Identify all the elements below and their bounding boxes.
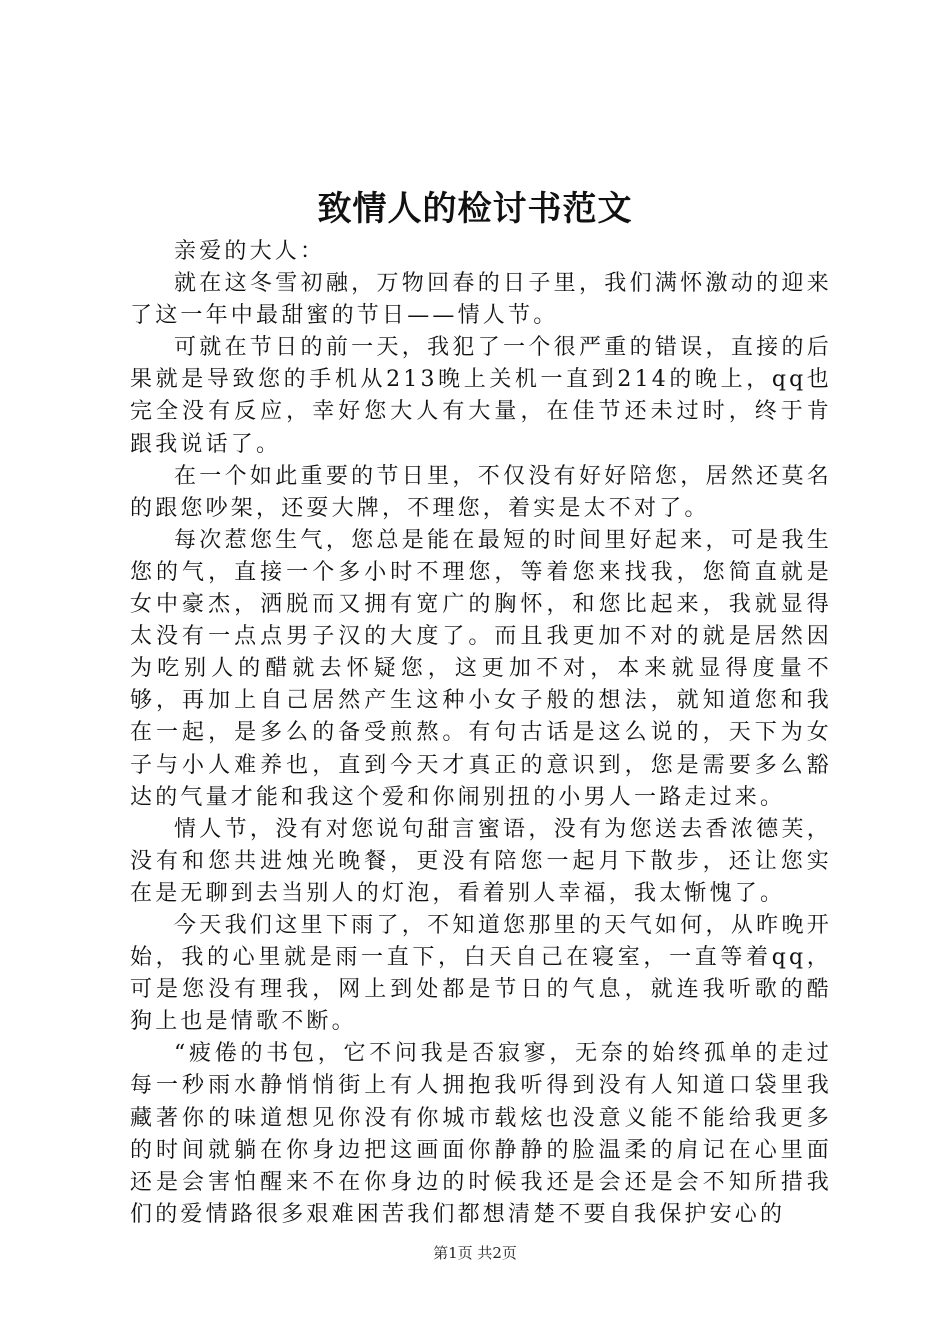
paragraph: 情人节，没有对您说句甜言蜜语，没有为您送去香浓德芙，没有和您共进烛光晚餐，更没有陪您一起月下散步，还让您实在是无聊到去当别人的灯泡，看着别人幸福，我太惭愧了。 <box>130 816 832 906</box>
paragraph: “疲倦的书包，它不问我是否寂寥，无奈的始终孤单的走过每一秒雨水静悄悄街上有人拥抱我听得到没有人知道口袋里我藏著你的味道想见你没有你城市载炫也没意义能不能给我更多的时间就躺在你身边把这画面你静静的脸温柔的肩记在心里面还是会害怕醒来不在你身边的时候我还是会还是会不知所措我们的爱情路很多艰难困苦我们都想清楚不要自我保护安心的 <box>130 1041 832 1227</box>
paragraph: 今天我们这里下雨了，不知道您那里的天气如何，从昨晚开始，我的心里就是雨一直下，白天自己在寝室，一直等着qq，可是您没有理我，网上到处都是节日的气息，就连我听歌的酷狗上也是情歌不断。 <box>130 912 832 1035</box>
page-indicator: 第1页 共2页 <box>433 1244 517 1262</box>
document-body <box>130 236 832 1231</box>
paragraph: 每次惹您生气，您总是能在最短的时间里好起来，可是我生您的气，直接一个多小时不理您，等着您来找我，您简直就是女中豪杰，洒脱而又拥有宽广的胸怀，和您比起来，我就显得太没有一点点男子汉的大度了。而且我更加不对的就是居然因为吃别人的醋就去怀疑您，这更加不对，本来就显得度量不够，再加上自己居然产生这种小女子般的想法，就知道您和我在一起，是多么的备受煎熬。有句古话是这么说的，天下为女子与小人难养也，直到今天才真正的意识到，您是需要多么豁达的气量才能和我这个爱和你闹别扭的小男人一路走过来。 <box>130 527 832 810</box>
paragraph: 就在这冬雪初融，万物回春的日子里，我们满怀激动的迎来了这一年中最甜蜜的节日——情人节。 <box>130 271 832 329</box>
page-footer <box>0 1242 950 1264</box>
salutation: 亲爱的大人： <box>174 239 326 264</box>
document-title: 致情人的检讨书范文 <box>317 189 633 229</box>
paragraph: 在一个如此重要的节日里，不仅没有好好陪您，居然还莫名的跟您吵架，还耍大牌，不理您，着实是太不对了。 <box>130 463 832 521</box>
paragraph: 可就在节日的前一天，我犯了一个很严重的错误，直接的后果就是导致您的手机从213晚上关机一直到214的晚上，qq也完全没有反应，幸好您大人有大量，在佳节还未过时，终于肯跟我说话了。 <box>130 335 832 457</box>
